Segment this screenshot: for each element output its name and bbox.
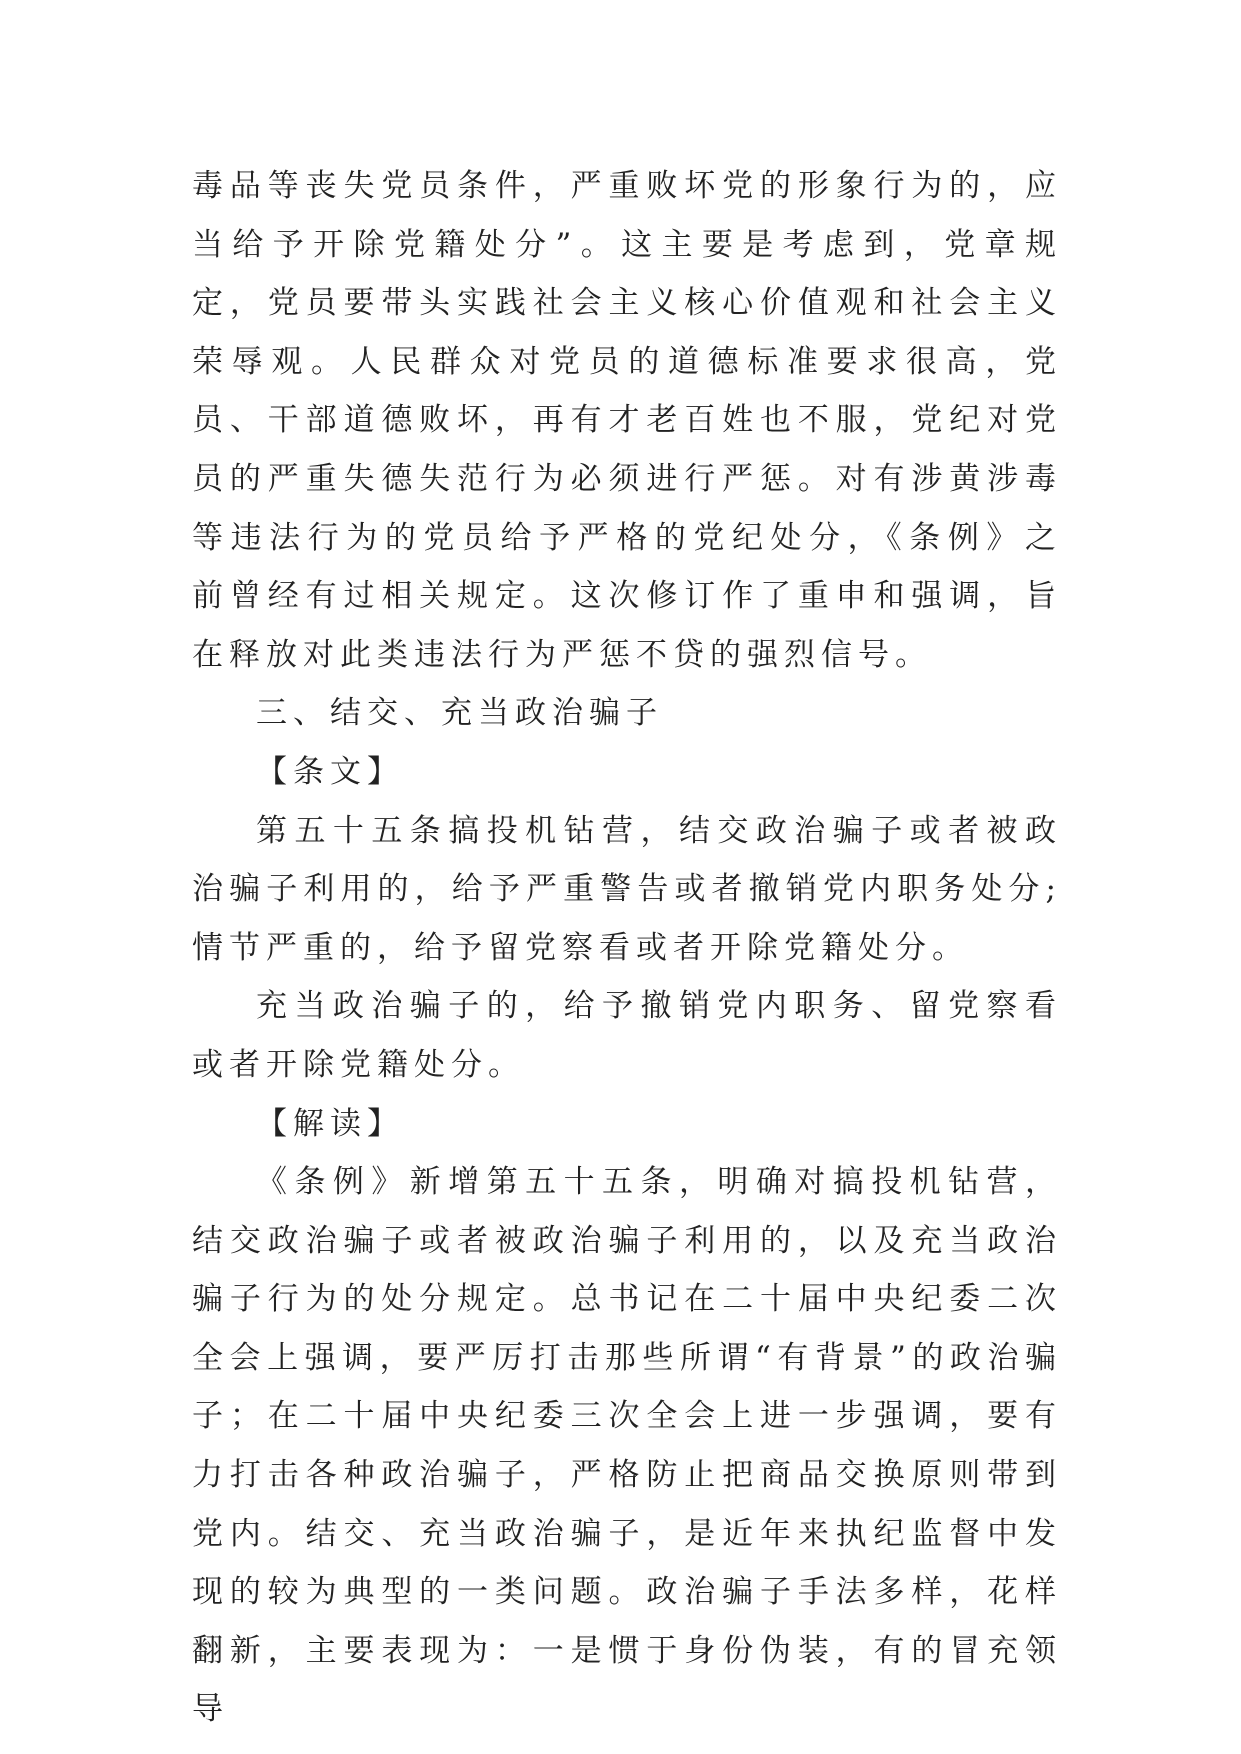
paragraph-drug-discipline: 毒品等丧失党员条件，严重败坏党的形象行为的，应当给予开除党籍处分”。这主要是考虑到，党章规定，党员要带头实践社会主义核心价值观和社会主义荣辱观。人民群众对党员的道德标准要求很高，党员、干部道德败坏，再有才老百姓也不服，党纪对党员的严重失德失范行为必须进行严惩。对有涉黄涉毒等违法行为的党员给予严格的党纪处分，《条例》之前曾经有过相关规定。这次修订作了重申和强调，旨在释放对此类违法行为严惩不贷的强烈信号。 [192,168,1062,673]
article-text-label: 【条文】 [256,753,404,790]
section-heading-political-fraudsters: 三、结交、充当政治骗子 [256,695,663,732]
paragraph-article-55: 第五十五条搞投机钻营，结交政治骗子或者被政治骗子利用的，给予严重警告或者撤销党内职务处分;情节严重的，给予留党察看或者开除党籍处分。 [192,812,1062,966]
paragraph-acting-as-fraudster: 充当政治骗子的，给予撤销党内职务、留党察看或者开除党籍处分。 [192,988,1062,1083]
document-body [192,157,1062,1739]
paragraph-interpretation: 《条例》新增第五十五条，明确对搞投机钻营，结交政治骗子或者被政治骗子利用的，以及充当政治骗子行为的处分规定。总书记在二十届中央纪委二次全会上强调，要严厉打击那些所谓“有背景”的政治骗子；在二十届中央纪委三次全会上进一步强调，要有力打击各种政治骗子，严格防止把商品交换原则带到党内。结交、充当政治骗子，是近年来执纪监督中发现的较为典型的一类问题。政治骗子手法多样，花样翻新，主要表现为：一是惯于身份伪装，有的冒充领导 [192,1164,1062,1728]
interpretation-label: 【解读】 [256,1105,404,1142]
